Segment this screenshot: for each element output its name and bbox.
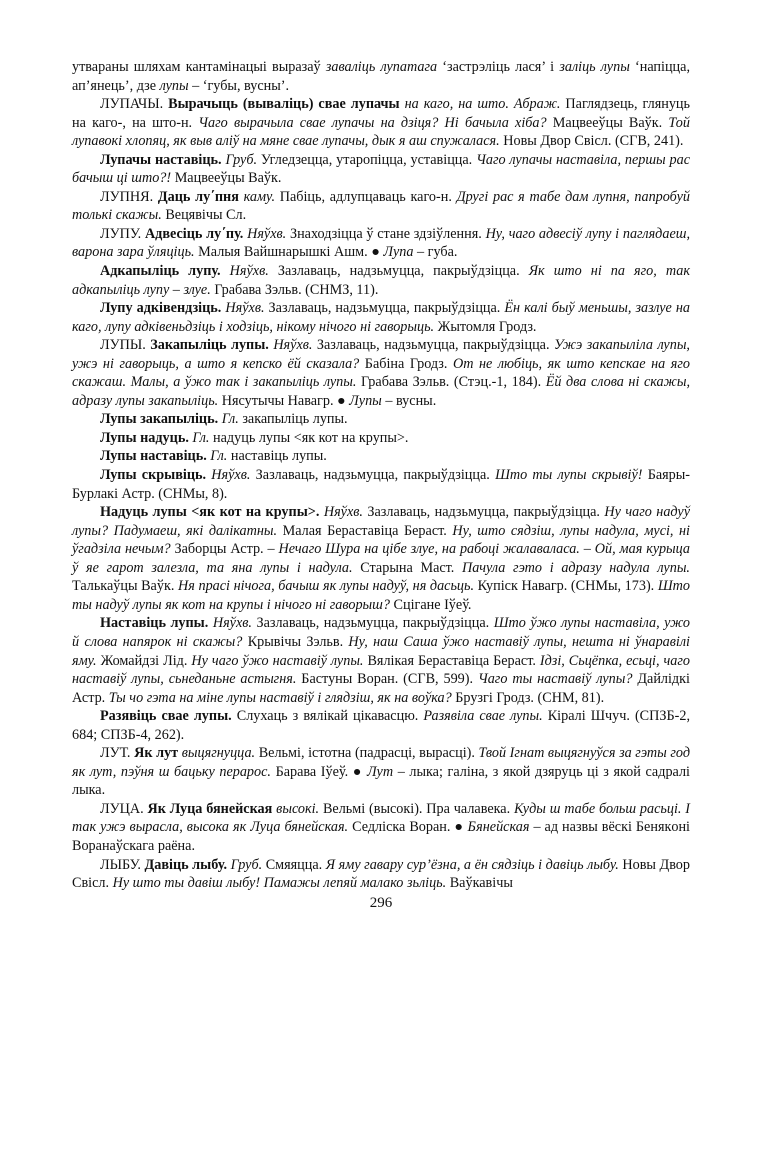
text-run: Бабіна Гродз.	[359, 355, 453, 372]
text-run: Старына Маст.	[352, 559, 463, 576]
text-run: Зазлаваць, надзьмуцца, пакрыўдзіцца.	[250, 467, 496, 484]
italic-text: Няўхв.	[229, 263, 269, 280]
text-run: Вельмі, істотна (падрасці, вырасці).	[255, 745, 479, 762]
italic-text: Што ўжо лупы наставіла, ужо й слова напярок ні скажы?	[72, 615, 691, 650]
text-run: Зазлаваць, надзьмуцца, пакрыўдзіцца.	[312, 337, 554, 354]
text-run: – лыка; галіна, з якой дзяруць ці з якой садралі лыка.	[72, 763, 690, 799]
italic-text: Няўхв.	[247, 225, 287, 242]
dictionary-entry	[72, 336, 690, 410]
text-run: Жытомля Гродз.	[434, 318, 537, 335]
italic-text: От не любіць, як што кепскае на яго скажаш. Малы, а ўжо так і закапыліць лупы.	[72, 355, 690, 391]
dictionary-entry	[72, 58, 690, 95]
italic-text: – Нечаго Шура на цібе злуе, на рабоці жалаваласа. – Ой, мая курыца ў яе гарот залезла, та яна лупы і надула.	[72, 541, 691, 576]
text-run: Нясутычы Навагр. ●	[218, 392, 350, 409]
text-run: Кіралі Шчуч. (СПЗБ-2, 684; СПЗБ-4, 262).	[72, 708, 691, 743]
dictionary-entry	[72, 614, 690, 707]
text-run: Смяяцца.	[262, 856, 326, 873]
text-run: Грабава Зэльв. (Стэц.-1, 184).	[356, 374, 546, 391]
italic-text: Няўхв.	[323, 504, 363, 521]
text-run: Баяры-Бурлакі Астр. (СНМы, 8).	[72, 467, 691, 502]
headword: Адвесіць лу΄пу.	[144, 225, 244, 242]
text-run: Новы Двор Свісл. (СГВ, 241).	[499, 133, 684, 150]
italic-text: Ня прасі нічога, бачыш як лупы надуў, ня дасьць.	[178, 578, 475, 595]
headword: Лупы наставіць.	[100, 448, 207, 465]
italic-text: Што ты лупы скрывіў!	[495, 467, 643, 484]
italic-text: лупы	[159, 77, 189, 94]
italic-text: Чаго вырачыла свае лупачы на дзіця? Ні бачыла хіба?	[198, 114, 547, 131]
headword: Як Луца бянейская	[147, 800, 273, 817]
text-run: ЛУПАЧЫ.	[100, 96, 169, 113]
text-run: Мацвееўцы Ваўк.	[171, 170, 282, 187]
italic-text: Ідзі, Сьцёпка, есьці, чаго наставіў лупы, сьнеданьне астыгня.	[72, 652, 691, 688]
italic-text: Ну, чаго адвесіў лупу і паглядаеш, варона зара ўляціць.	[72, 225, 690, 261]
page-number: 296	[369, 894, 393, 911]
text-run: ‘напіцца, ап’янець’, дзе	[72, 59, 690, 94]
dictionary-entry	[72, 707, 690, 744]
text-run: ‘застрэліць лася’ і	[437, 59, 560, 75]
italic-text: Лупа	[383, 244, 414, 261]
italic-text: Ну што ты давіш лыбу! Памажы лепяй малако зьліць.	[112, 875, 447, 892]
dictionary-entry	[72, 466, 690, 503]
italic-text: Груб.	[225, 151, 257, 168]
text-run: Ваўкавічы	[446, 875, 513, 892]
italic-text: Гл.	[210, 448, 228, 465]
italic-text: Разявіла свае лупы.	[423, 708, 543, 725]
text-run: – вусны.	[381, 392, 437, 409]
text-run: Седліска Воран. ●	[348, 819, 468, 836]
dictionary-entry	[72, 299, 690, 336]
text-run: Брузгі Гродз. (СНМ, 81).	[451, 689, 605, 706]
text-run: наставіць лупы.	[227, 448, 327, 465]
italic-text: Ёй два слова ні скажы, адразу лупы закапыліць.	[72, 374, 690, 409]
dictionary-entry	[72, 225, 690, 262]
headword: Як лут	[134, 745, 179, 762]
italic-text: на каго, на што. Абраж.	[404, 96, 561, 113]
text-run: Малыя Вайшнарышкі Ашм. ●	[194, 244, 384, 261]
italic-text: Гл.	[221, 411, 239, 428]
text-run: надуць лупы <як кот на крупы>.	[209, 429, 409, 446]
text-run: Бастуны Воран. (СГВ, 599).	[296, 671, 478, 688]
text-run: Угледзецца, утаропіцца, уставіцца.	[257, 151, 477, 168]
text-run: – ‘губы, вусны’.	[188, 77, 290, 94]
text-run: Слухаць з вялікай цікавасцю.	[231, 708, 424, 725]
italic-text: Няўхв.	[211, 467, 251, 484]
italic-text: высокі.	[276, 800, 320, 817]
italic-text: Той лупавокі хлопяц, як выв аліў на мяне свае лупачы, дык я аш спужалася.	[72, 114, 690, 150]
text-run: Вялікая Берастaвіца Бераст.	[363, 652, 540, 669]
headword: Адкапыліць лупу.	[100, 263, 221, 280]
headword: Вырачыць (вываліць) свае лупачы	[168, 96, 400, 113]
italic-text: Ну, наш Саша ўжо наставіў лупы, нешта ні ўнаравілі яму.	[72, 633, 690, 669]
dictionary-entry	[72, 429, 690, 448]
headword: Лупы закапыліць.	[100, 411, 219, 428]
text-run: Зазлаваць, надзьмуцца, пакрыўдзіцца.	[268, 263, 529, 280]
headword: Наставіць лупы.	[100, 615, 209, 632]
text-run: Знаходзіцца ў стане здзіўлення.	[286, 225, 486, 242]
text-run: Паглядзець, глянуць на каго-, на што-н.	[72, 96, 690, 131]
text-run	[221, 263, 230, 279]
italic-text: Няўхв.	[225, 300, 265, 317]
text-run: Купіск Навагр. (СНМы, 173).	[474, 578, 658, 595]
headword: Разявіць свае лупы.	[100, 708, 232, 725]
text-run: ЛУПУ.	[100, 225, 145, 242]
headword: Давіць лыбу.	[144, 856, 227, 873]
dictionary-entry	[72, 447, 690, 466]
headword: Закапыліць лупы.	[150, 337, 269, 354]
text-run: Новы Двор Свісл.	[72, 856, 690, 892]
dictionary-entry	[72, 95, 690, 151]
text-run: ЛУТ.	[100, 745, 135, 762]
italic-text: Я яму гавару сур’ёзна, а ён сядзіць і давіць лыбу.	[325, 856, 619, 873]
text-run: закапыліць лупы.	[238, 411, 348, 428]
text-run: Вецявічы Сл.	[161, 207, 247, 224]
text-run: ЛУПНЯ.	[100, 188, 158, 205]
text-run: Грабава Зэльв. (СНМЗ, 11).	[210, 281, 379, 298]
italic-text: каму.	[243, 188, 276, 205]
italic-text: Лут	[366, 763, 394, 780]
italic-text: Гл.	[192, 429, 210, 446]
dictionary-entry	[72, 151, 690, 188]
text-run: ЛУЦА.	[100, 800, 148, 817]
dictionary-entry	[72, 188, 690, 225]
italic-text: Груб.	[230, 856, 263, 873]
headword: Лупачы наставіць.	[100, 151, 222, 168]
text-run: – ад назвы вёскі Бенякoні Воранаўскага раёна.	[72, 819, 690, 854]
italic-text: заліць лупы	[559, 59, 630, 75]
italic-text: заваліць лупатага	[325, 59, 438, 75]
italic-text: Няўхв.	[212, 615, 252, 632]
italic-text: Пачула гэто і адразу надула лупы.	[462, 559, 690, 576]
italic-text: Куды ш табе больш расьці. І так ужэ вырасла, высока як Луца бянейская.	[72, 800, 690, 836]
headword: Даць лу΄пня	[157, 188, 239, 205]
text-run: Жомайдзі Лід.	[96, 652, 192, 669]
italic-text: Ужэ закапыліла лупы, ужэ ні гаворыць, а што я кепско ёй сказала?	[72, 337, 690, 372]
italic-text: Чаго лупачы наставіла, першы рас бачыш ці што?!	[72, 151, 690, 187]
dictionary-entry	[72, 856, 690, 893]
italic-text: Як што ні па яго, так адкапыліць лупу – злуе.	[72, 263, 690, 298]
text-run: Малая Бераставіца Бераст.	[277, 522, 453, 539]
text-run: Сцігане Іўеў.	[389, 596, 472, 613]
text-run: ЛУПЫ.	[100, 337, 151, 354]
text-run: – губа.	[413, 244, 458, 261]
text-run: Крывічы Зэльв.	[242, 633, 349, 650]
text-run: ЛЫБУ.	[100, 856, 145, 873]
italic-text: Ён калі быў меньшы, зазлуе на каго, лупу адківеньдзіць і ходзіць, нікому нічого ні гаворыць.	[72, 300, 691, 335]
text-run: Вельмі (высокі). Пра чалавека.	[319, 800, 514, 817]
dictionary-entry	[72, 503, 690, 614]
headword: Лупы надуць.	[100, 429, 189, 446]
text-run: Мацвееўцы Ваўк.	[546, 114, 669, 131]
italic-text: Ну, што сядзіш, лупы надула, мусі, ні ўгадзіла нечым?	[72, 522, 690, 558]
dictionary-body	[72, 58, 690, 893]
dictionary-entry	[72, 410, 690, 429]
italic-text: Чаго ты наставіў лупы?	[477, 671, 633, 688]
dictionary-entry	[72, 262, 690, 299]
text-run: Зазлаваць, надзьмуцца, пакрыўдзіцца.	[251, 615, 494, 632]
text-run: Барава Іўеў. ●	[270, 763, 367, 780]
italic-text: Другі рас я табе дам лупня, папробуй толькі скажы.	[72, 188, 691, 224]
text-run: Заборцы Астр.	[170, 541, 268, 558]
italic-text: Ну чаго надуў лупы? Падумаеш, які далікатны.	[72, 504, 690, 539]
text-run: Талькаўцы Ваўк.	[72, 578, 179, 595]
italic-text: Ты чо гэта на міне лупы наставіў і глядзіш, як на воўка?	[108, 689, 452, 706]
dictionary-entry	[72, 744, 690, 800]
text-run: утвараны шляхам кантамінацыі выразаў	[72, 59, 326, 75]
headword: Надуць лупы <як кот на крупы>.	[100, 504, 320, 521]
italic-text: Ну чаго ўжо наставіў лупы.	[191, 652, 364, 669]
italic-text: Няўхв.	[273, 337, 313, 354]
text-run: Зазлаваць, надзьмуцца, пакрыўдзіцца.	[264, 300, 505, 317]
dictionary-entry	[72, 800, 690, 856]
italic-text: Лупы	[349, 392, 382, 409]
headword: Лупы скрывіць.	[100, 467, 207, 484]
text-run: Дайлідкі Астр.	[72, 671, 690, 706]
italic-text: выцягнуцца.	[181, 745, 256, 762]
text-run: Зазлаваць, надзьмуцца, пакрыўдзіцца.	[362, 504, 605, 521]
italic-text: Бянейская	[467, 819, 530, 836]
headword: Лупу адківендзіць.	[100, 300, 222, 317]
text-run: Пабіць, адлупцаваць каго-н.	[275, 188, 457, 205]
italic-text: Твой Ігнат выцягнуўся за гэты год як лут, пэўня ш бацьку перарос.	[72, 745, 690, 780]
italic-text: Што ты надуў лупы як кот на крупы і нічого ні гаворыш?	[72, 578, 690, 613]
